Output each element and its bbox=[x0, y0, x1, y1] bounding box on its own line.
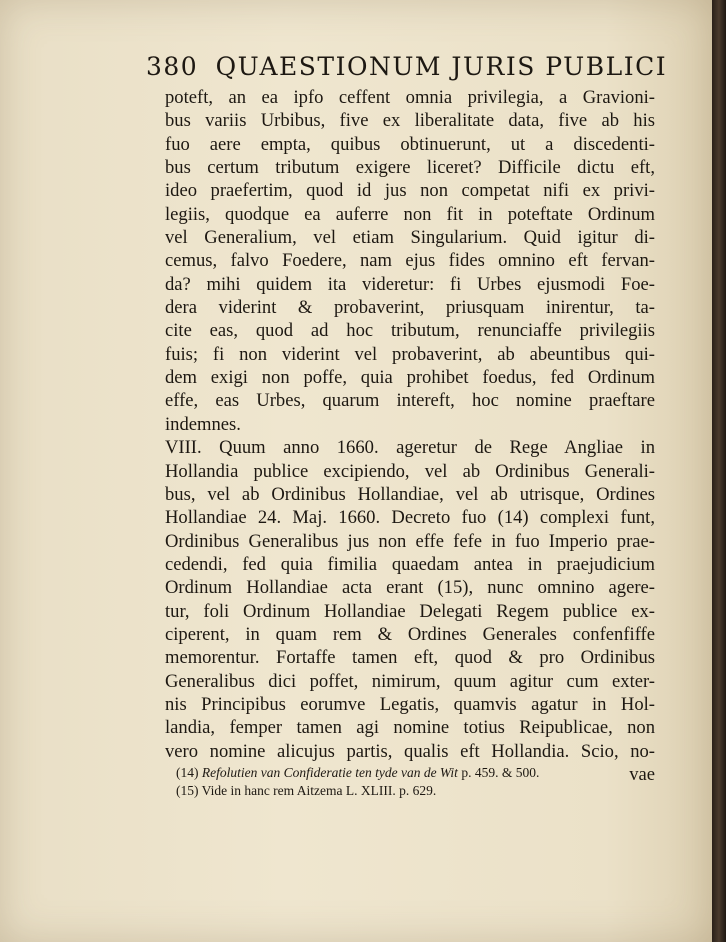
text-line: effe, eas Urbes, quarum intereft, hoc nomine praeftare bbox=[165, 390, 655, 412]
text-line: cemus, falvo Foedere, nam ejus fides omnino eft fervan- bbox=[165, 250, 655, 272]
book-spine bbox=[712, 0, 726, 942]
running-title: QUAESTIONUM JURIS PUBLICI bbox=[215, 52, 668, 81]
text-line: dem exigi non poffe, quia prohibet foedus, fed Ordinum bbox=[165, 367, 655, 389]
text-line: memorentur. Fortaffe tamen eft, quod & pro Ordinibus bbox=[165, 647, 655, 669]
text-line: ideo praefertim, quod id jus non competat nifi ex privi- bbox=[165, 180, 655, 202]
text-line: bus certum tributum exigere liceret? Difficile dictu eft, bbox=[165, 157, 655, 179]
text-line: Ordinum Hollandiae acta erant (15), nunc omnino agere- bbox=[165, 577, 655, 599]
text-line: vero nomine alicujus partis, qualis eft Hollandia. Scio, no- bbox=[165, 740, 655, 762]
text-line: landia, femper tamen agi nomine totius Reipublicae, non bbox=[165, 717, 655, 739]
text-line: fuis; fi non viderint vel probaverint, ab abeuntibus qui- bbox=[165, 343, 655, 365]
footnote-mark: (14) bbox=[176, 765, 199, 780]
footnote-text: Refolutien van Confideratie ten tyde van de Wit bbox=[201, 765, 458, 780]
text-line: dera viderint & probaverint, priusquam inirentur, ta- bbox=[165, 297, 655, 319]
body-text bbox=[165, 86, 655, 786]
text-line: Hollandia publice excipiendo, vel ab Ordinibus Generali- bbox=[165, 460, 655, 482]
text-line: cite eas, quod ad hoc tributum, renunciaffe privilegiis bbox=[165, 320, 655, 342]
footnote-ref: p. 459. & 500. bbox=[461, 765, 540, 780]
text-line: indemnes. bbox=[165, 413, 241, 435]
footnote bbox=[176, 782, 616, 800]
text-line: Hollandiae 24. Maj. 1660. Decreto fuo (14) complexi funt, bbox=[165, 507, 655, 529]
text-line: ciperent, in quam rem & Ordines Generales confenfiffe bbox=[165, 623, 655, 645]
text-line: da? mihi quidem ita videretur: fi Urbes ejusmodi Foe- bbox=[165, 273, 655, 295]
text-line: vel Generalium, vel etiam Singularium. Quid igitur di- bbox=[165, 227, 655, 249]
text-line: poteft, an ea ipfo ceffent omnia privilegia, a Gravioni- bbox=[165, 87, 655, 108]
running-header bbox=[146, 52, 668, 81]
footnote-mark: (15) bbox=[176, 783, 199, 798]
footnotes bbox=[176, 764, 616, 800]
footnote-text: Vide in hanc rem Aitzema L. XLIII. p. 629. bbox=[201, 783, 437, 798]
text-line: legiis, quodque ea auferre non fit in poteftate Ordinum bbox=[165, 203, 655, 225]
section-start-line: VIII. Quum anno 1660. ageretur de Rege Angliae in bbox=[165, 437, 655, 459]
text-line: bus, vel ab Ordinibus Hollandiae, vel ab utrisque, Ordines bbox=[165, 483, 655, 505]
text-line: nis Principibus eorumve Legatis, quamvis agatur in Hol- bbox=[165, 693, 655, 715]
page-number: 380 bbox=[146, 52, 199, 81]
catchword: vae bbox=[629, 763, 655, 785]
text-line: Generalibus dici poffet, nimirum, quum agitur cum exter- bbox=[165, 670, 655, 692]
text-line: Ordinibus Generalibus jus non effe fefe in fuo Imperio prae- bbox=[165, 530, 655, 552]
text-line: tur, foli Ordinum Hollandiae Delegati Regem publice ex- bbox=[165, 600, 655, 622]
footnote bbox=[176, 764, 616, 782]
text-line: cedendi, fed quia fimilia quaedam antea in praejudicium bbox=[165, 553, 655, 575]
text-line: fuo aere empta, quibus obtinuerunt, ut a discedenti- bbox=[165, 133, 655, 155]
text-line: bus variis Urbibus, five ex liberalitate data, five ab his bbox=[165, 110, 655, 132]
